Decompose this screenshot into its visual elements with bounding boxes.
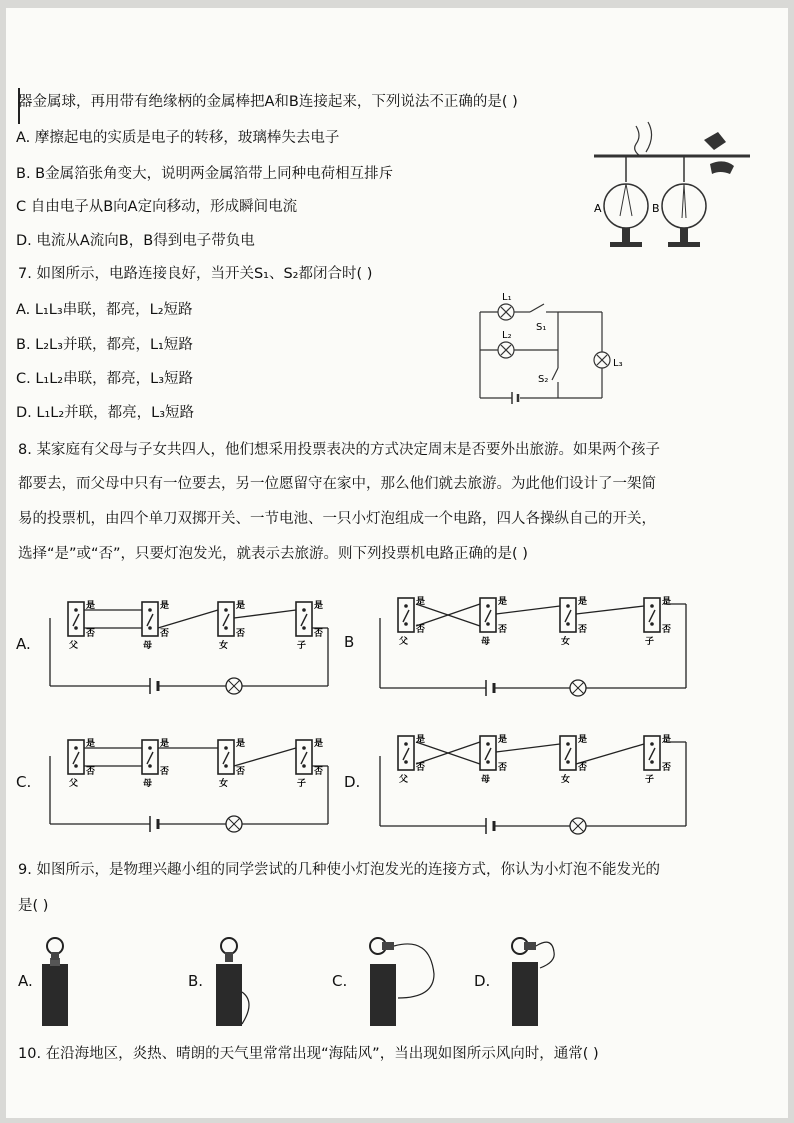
spdt-switch [218,599,245,651]
member-label: 父 [399,637,409,647]
no-label: 否 [416,763,426,773]
spdt-switch [560,595,587,647]
q9-option-b-letter[interactable]: B. [188,972,204,990]
q9-option-a-letter[interactable]: A. [18,972,33,990]
q8-line-3: 易的投票机，由四个单刀双掷开关、一节电池、一只小灯泡组成一个电路，四人各操纵自己的开关， [18,511,656,527]
q6-stem: 器金属球，再用带有绝缘柄的金属棒把A和B连接起来，下列说法不正确的是( ) [18,94,518,110]
spdt-switch [68,599,95,651]
switch-s1-icon [530,304,544,312]
yes-label: 是 [86,601,96,611]
q9-line-1: 9. 如图所示，是物理兴趣小组的同学尝试的几种使小灯泡发光的连接方式，你认为小灯泡不能发光的 [18,862,660,878]
q7-stem: 7. 如图所示，电路连接良好，当开关S₁、S₂都闭合时( ) [18,266,373,282]
q8-circuit-b[interactable] [368,592,698,704]
label-s1: S₁ [536,322,547,333]
no-label: 否 [498,763,508,773]
no-label: 否 [86,629,96,639]
yes-label: 是 [314,739,324,749]
no-label: 否 [236,629,246,639]
label-s2: S₂ [538,374,549,385]
member-label: 父 [69,641,79,651]
q8-line-4: 选择“是”或“否”，只要灯泡发光，就表示去旅游。则下列投票机电路正确的是( ) [18,546,528,562]
spdt-switch [142,599,169,651]
yes-label: 是 [662,597,672,607]
spdt-switch [142,737,169,789]
yes-label: 是 [236,739,246,749]
q9-line-2: 是( ) [18,898,49,914]
yes-label: 是 [498,597,508,607]
spdt-switch [480,595,507,647]
yes-label: 是 [578,735,588,745]
member-label: 父 [69,779,79,789]
exam-page [6,8,788,1118]
no-label: 否 [578,763,588,773]
q7-option-a[interactable]: A. L₁L₃串联，都亮，L₂短路 [16,302,193,318]
q6-electroscope-figure [586,120,756,260]
label-l3: L₃ [613,358,623,369]
q9-battery-bulb-b[interactable] [206,932,266,1032]
yes-label: 是 [314,601,324,611]
q6-option-c[interactable]: C 自由电子从B向A定向移动，形成瞬间电流 [16,199,298,215]
member-label: 母 [481,637,491,647]
spdt-switch [68,737,95,789]
spdt-switch [296,737,323,789]
member-label: 父 [399,775,409,785]
q8-circuit-c[interactable] [38,736,338,836]
member-label: 女 [561,775,571,785]
no-label: 否 [314,629,324,639]
label-l1: L₁ [502,292,512,303]
q7-circuit-diagram [472,286,652,408]
spdt-switch [480,733,507,785]
no-label: 否 [662,763,672,773]
no-label: 否 [314,767,324,777]
member-label: 子 [645,775,655,785]
member-label: 女 [561,637,571,647]
bulb-icon [221,938,237,954]
spdt-switch [644,595,671,647]
spdt-switch [296,599,323,651]
label-l2: L₂ [502,330,512,341]
member-label: 母 [481,775,491,785]
member-label: 女 [219,779,229,789]
q9-option-d-letter[interactable]: D. [474,972,491,990]
spdt-switch [398,595,425,647]
yes-label: 是 [86,739,96,749]
q8-option-c-letter[interactable]: C. [16,773,32,791]
q8-option-b-letter[interactable]: B [344,633,355,651]
member-label: 子 [645,637,655,647]
q8-circuit-d[interactable] [368,730,698,842]
yes-label: 是 [416,735,426,745]
yes-label: 是 [160,739,170,749]
switch-s2-icon [552,368,558,380]
yes-label: 是 [160,601,170,611]
no-label: 否 [236,767,246,777]
q8-line-2: 都要去，而父母中只有一位要去，另一位愿留守在家中，那么他们就去旅游。为此他们设计了一架简 [18,476,656,492]
label-a: A [594,202,602,215]
yes-label: 是 [578,597,588,607]
q8-option-d-letter[interactable]: D. [344,773,361,791]
member-label: 母 [143,779,153,789]
glass-rod-icon [635,126,640,156]
member-label: 子 [297,779,307,789]
spdt-switch [560,733,587,785]
electroscope-a-icon [604,184,648,228]
spdt-switch [644,733,671,785]
no-label: 否 [578,625,588,635]
no-label: 否 [662,625,672,635]
yes-label: 是 [416,597,426,607]
yes-label: 是 [236,601,246,611]
q6-option-a[interactable]: A. 摩擦起电的实质是电子的转移，玻璃棒失去电子 [16,130,340,146]
no-label: 否 [160,629,170,639]
label-b: B [652,202,660,215]
q8-line-1: 8. 某家庭有父母与子女共四人，他们想采用投票表决的方式决定周末是否要外出旅游。如果两个孩子 [18,442,660,458]
q7-option-c[interactable]: C. L₁L₂串联，都亮，L₃短路 [16,371,194,387]
q9-option-c-letter[interactable]: C. [332,972,348,990]
no-label: 否 [86,767,96,777]
spdt-switch [218,737,245,789]
q8-circuit-a[interactable] [38,598,338,698]
q6-option-d[interactable]: D. 电流从A流向B，B得到电子带负电 [16,233,255,249]
member-label: 子 [297,641,307,651]
q7-option-d[interactable]: D. L₁L₂并联，都亮，L₃短路 [16,405,195,421]
q9-battery-bulb-a[interactable] [36,932,76,1032]
no-label: 否 [498,625,508,635]
q8-option-a-letter[interactable]: A. [16,635,31,653]
bulb-icon [47,938,63,954]
q7-option-b[interactable]: B. L₂L₃并联，都亮，L₁短路 [16,337,193,353]
q9-battery-bulb-d[interactable] [500,932,570,1032]
spdt-switch [398,733,425,785]
hand-icon [704,132,726,150]
yes-label: 是 [498,735,508,745]
q9-battery-bulb-c[interactable] [352,932,442,1032]
no-label: 否 [416,625,426,635]
q6-option-b[interactable]: B. B金属箔张角变大，说明两金属箔带上同种电荷相互排斥 [16,166,394,182]
q10-stem: 10. 在沿海地区，炎热、晴朗的天气里常常出现“海陆风”，当出现如图所示风向时，通常( ) [18,1046,599,1062]
member-label: 女 [219,641,229,651]
member-label: 母 [143,641,153,651]
yes-label: 是 [662,735,672,745]
no-label: 否 [160,767,170,777]
